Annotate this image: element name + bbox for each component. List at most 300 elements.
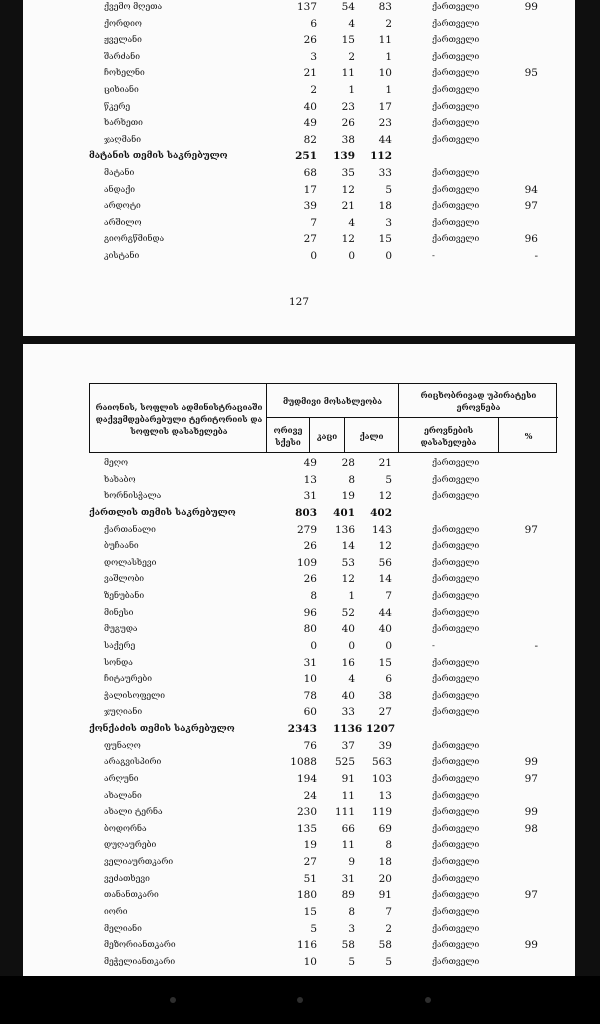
table-row	[23, 688, 575, 705]
row-female: 83	[378, 1, 392, 13]
row-ethnicity: ქართველი	[432, 840, 480, 851]
table-row	[23, 904, 575, 921]
row-name: ფუნაღო	[104, 740, 141, 751]
table-row	[23, 182, 575, 199]
row-male: 1136	[333, 723, 363, 736]
row-total: 24	[303, 789, 317, 802]
row-female: 18	[378, 200, 392, 213]
row-ethnicity: ქართველი	[432, 940, 480, 951]
row-total: 26	[303, 540, 317, 553]
table-row	[23, 887, 575, 904]
row-ethnicity: ქართველი	[432, 657, 480, 668]
row-male: 136	[334, 523, 355, 536]
row-male: 401	[333, 506, 355, 519]
row-name: ჩოხელნი	[104, 68, 145, 79]
row-total: 230	[296, 806, 317, 819]
row-male: 26	[341, 117, 355, 130]
table-row	[23, 522, 575, 539]
table-row	[23, 538, 575, 555]
row-total: 803	[295, 506, 317, 519]
table-row	[23, 638, 575, 655]
table-row	[23, 82, 575, 99]
row-ethnicity: ქართველი	[432, 807, 480, 818]
header-col-male: კაცი	[316, 430, 338, 441]
row-name: გიორგწმინდა	[104, 234, 165, 245]
row-ethnicity: ქართველი	[432, 541, 480, 552]
row-name: არღუნი	[104, 773, 139, 784]
row-total: 21	[303, 67, 317, 80]
row-total: 68	[303, 167, 317, 179]
header-col-population: მუდმივი მოსახლეობა	[282, 395, 383, 406]
row-male: 0	[348, 639, 355, 652]
table-row	[23, 115, 575, 132]
row-male: 9	[348, 856, 355, 869]
row-ethnicity: ქართველი	[432, 857, 480, 868]
row-name: ციხიანი	[104, 85, 139, 95]
row-name: ბოდორნა	[104, 823, 147, 834]
row-male: 4	[348, 216, 355, 229]
row-ethnicity: ქართველი	[432, 458, 480, 468]
table-row	[23, 771, 575, 788]
row-female: 39	[378, 739, 392, 752]
row-ethnicity: -	[432, 251, 435, 261]
row-male: 35	[341, 167, 355, 179]
table-row	[23, 621, 575, 638]
row-female: 7	[385, 590, 392, 603]
row-total: 194	[296, 772, 317, 785]
row-name: ქვემო მღეთა	[104, 2, 163, 12]
row-female: 402	[370, 506, 392, 519]
table-row	[23, 16, 575, 33]
row-male: 14	[341, 540, 355, 553]
row-name: ბუჩაანი	[104, 541, 139, 552]
row-ethnicity: ქართველი	[432, 773, 480, 784]
row-ethnicity: ქართველი	[432, 890, 480, 901]
row-total: 7	[310, 216, 317, 229]
row-female: 18	[378, 856, 392, 869]
row-total: 31	[303, 656, 317, 669]
row-female: 5	[385, 955, 392, 968]
table-row	[23, 132, 575, 149]
table-row	[23, 605, 575, 622]
row-total: 13	[303, 473, 317, 486]
row-ethnicity: ქართველი	[432, 624, 480, 635]
table-row	[23, 248, 575, 265]
row-ethnicity: ქართველი	[432, 907, 480, 917]
row-male: 23	[341, 100, 355, 113]
row-ethnicity: ქართველი	[432, 557, 480, 568]
row-ethnicity: ქართველი	[432, 757, 480, 768]
row-total: 2343	[287, 723, 317, 736]
table-row	[23, 804, 575, 821]
row-name: იორი	[104, 907, 128, 917]
row-female: 143	[371, 523, 392, 536]
table-row	[23, 821, 575, 838]
row-female: 112	[370, 150, 392, 163]
row-name: ხორნისჭალა	[104, 491, 162, 502]
row-female: 44	[378, 606, 392, 619]
row-female: 1	[385, 84, 392, 96]
row-female: 103	[371, 772, 392, 785]
row-male: 33	[341, 706, 355, 719]
row-female: 14	[378, 573, 392, 586]
table-row	[23, 215, 575, 232]
row-male: 4	[348, 17, 355, 30]
row-male: 3	[348, 922, 355, 935]
row-ethnicity: ქართველი	[432, 591, 480, 602]
row-female: 12	[378, 540, 392, 553]
nav-home-button[interactable]	[297, 997, 303, 1003]
row-name: ახალანი	[104, 790, 142, 801]
header-col-percent: %	[524, 430, 533, 441]
row-percent: 97	[524, 772, 538, 785]
row-percent: 94	[524, 183, 538, 196]
row-name: ხარხეთი	[104, 118, 143, 129]
row-total: 116	[296, 939, 317, 952]
row-male: 52	[341, 606, 355, 619]
row-total: 19	[303, 839, 317, 852]
row-total: 5	[310, 922, 317, 935]
row-female: 5	[385, 473, 392, 486]
row-male: 54	[341, 1, 355, 13]
row-total: 251	[295, 150, 317, 163]
row-male: 111	[334, 806, 355, 819]
row-total: 10	[303, 955, 317, 968]
row-name: მატანი	[104, 168, 135, 178]
row-name: თანანთკარი	[104, 890, 159, 901]
row-ethnicity: ქართველი	[432, 923, 480, 934]
row-total: 80	[303, 623, 317, 636]
row-female: 17	[378, 100, 392, 113]
document-page-top[interactable]	[23, 0, 575, 336]
row-female: 3	[385, 216, 392, 229]
row-female: 119	[371, 806, 392, 819]
row-ethnicity: ქართველი	[432, 234, 480, 245]
header-col-ethnic-name: ეროვნების დასახელება	[420, 424, 477, 447]
row-ethnicity: ქართველი	[432, 674, 480, 685]
table-row	[23, 198, 575, 215]
row-name: მუგუდა	[104, 624, 138, 635]
row-ethnicity: ქართველი	[432, 101, 480, 112]
row-total: 49	[303, 457, 317, 469]
table-row	[23, 455, 575, 472]
row-name: ხახაბო	[104, 474, 136, 485]
table-row	[23, 231, 575, 248]
row-total: 82	[303, 133, 317, 146]
row-ethnicity: ქართველი	[432, 474, 480, 485]
row-female: 10	[378, 67, 392, 80]
row-total: 0	[310, 639, 317, 652]
row-male: 40	[341, 623, 355, 636]
row-male: 31	[341, 872, 355, 885]
row-name: ქართანალი	[104, 524, 156, 535]
row-male: 11	[341, 789, 355, 802]
row-ethnicity: ქართველი	[432, 51, 480, 62]
row-name: ვეძათხევი	[104, 873, 150, 884]
table-row	[23, 49, 575, 66]
row-total: 2	[310, 84, 317, 96]
row-name: ქონქაძის თემის საკრებულო	[89, 724, 235, 735]
row-male: 4	[348, 673, 355, 686]
row-percent: 99	[524, 1, 538, 13]
row-total: 27	[303, 233, 317, 246]
row-total: 8	[310, 590, 317, 603]
row-name: წკერე	[104, 101, 131, 112]
table-row	[23, 837, 575, 854]
row-female: 40	[378, 623, 392, 636]
row-name: შარძანი	[104, 51, 140, 62]
nav-recents-button[interactable]	[425, 997, 431, 1003]
row-female: 20	[378, 872, 392, 885]
row-male: 53	[341, 556, 355, 569]
row-male: 1	[348, 84, 355, 96]
row-total: 109	[296, 556, 317, 569]
row-name: ზენუბანი	[104, 591, 145, 602]
row-name: ჟველანი	[104, 35, 142, 46]
row-male: 139	[333, 150, 355, 163]
row-male: 89	[341, 889, 355, 902]
row-male: 5	[348, 955, 355, 968]
row-name: მეზორიანთკარი	[104, 940, 176, 951]
header-col-ethnic: რიცხობრივად უპირატესი ეროვნება	[420, 389, 537, 412]
row-total: 96	[303, 606, 317, 619]
table-row	[23, 0, 575, 16]
row-name: კისტანი	[104, 251, 140, 261]
row-name: არდოტი	[104, 201, 141, 212]
row-male: 91	[341, 772, 355, 785]
row-ethnicity: ქართველი	[432, 873, 480, 884]
document-page-bottom[interactable]	[23, 344, 575, 976]
row-female: 0	[385, 639, 392, 652]
table-row	[23, 738, 575, 755]
row-female: 1207	[366, 723, 396, 736]
row-name: ჯაღმანი	[104, 134, 142, 145]
row-ethnicity: ქართველი	[432, 790, 480, 801]
row-total: 135	[296, 822, 317, 835]
row-name: ჭალისოფელი	[104, 690, 165, 701]
row-female: 1	[385, 50, 392, 63]
row-percent: 97	[524, 523, 538, 536]
row-percent: 95	[524, 67, 538, 80]
row-female: 13	[378, 789, 392, 802]
row-percent: 96	[524, 233, 538, 246]
row-total: 51	[303, 872, 317, 885]
row-male: 11	[341, 67, 355, 80]
row-female: 5	[385, 183, 392, 196]
row-ethnicity: ქართველი	[432, 524, 480, 535]
row-name: არაგვისპირი	[104, 757, 162, 768]
subtotal-row	[23, 505, 575, 522]
row-ethnicity: ქართველი	[432, 134, 480, 145]
row-total: 40	[303, 100, 317, 113]
row-total: 6	[310, 17, 317, 30]
row-percent: 97	[524, 200, 538, 213]
row-total: 15	[303, 906, 317, 918]
row-total: 76	[303, 739, 317, 752]
row-ethnicity: ქართველი	[432, 18, 480, 29]
row-ethnicity: ქართველი	[432, 574, 480, 585]
table-row	[23, 571, 575, 588]
row-name: დუღაურები	[104, 840, 157, 851]
row-name: ქართლის თემის საკრებულო	[89, 507, 236, 518]
row-male: 2	[348, 50, 355, 63]
row-percent: -	[534, 250, 538, 262]
table-row	[23, 32, 575, 49]
row-name: მატანის თემის საკრებულო	[89, 151, 228, 162]
row-female: 23	[378, 117, 392, 130]
row-ethnicity: ქართველი	[432, 35, 480, 46]
row-total: 137	[296, 1, 317, 13]
row-male: 12	[341, 233, 355, 246]
table-row	[23, 704, 575, 721]
row-total: 26	[303, 34, 317, 47]
row-male: 8	[348, 473, 355, 486]
row-ethnicity: ქართველი	[432, 85, 480, 95]
row-total: 27	[303, 856, 317, 869]
table-row	[23, 754, 575, 771]
nav-back-button[interactable]	[170, 997, 176, 1003]
row-ethnicity: ქართველი	[432, 217, 480, 228]
row-ethnicity: ქართველი	[432, 740, 480, 751]
row-name: ვაშლობი	[104, 574, 145, 585]
row-male: 8	[348, 906, 355, 918]
table-row	[23, 921, 575, 938]
row-female: 0	[385, 250, 392, 262]
row-male: 28	[341, 457, 355, 469]
row-female: 56	[378, 556, 392, 569]
row-total: 17	[303, 183, 317, 196]
row-male: 19	[341, 490, 355, 503]
table-row	[23, 937, 575, 954]
row-percent: 98	[524, 822, 538, 835]
row-male: 11	[341, 839, 355, 852]
row-male: 21	[341, 200, 355, 213]
header-col-female: ქალი	[359, 430, 384, 441]
row-female: 44	[378, 133, 392, 146]
row-ethnicity: ქართველი	[432, 68, 480, 79]
row-name: ჯუღიანი	[104, 707, 143, 718]
header-col-total: ორივე სქესი	[273, 424, 303, 447]
subtotal-row	[23, 721, 575, 738]
row-female: 12	[378, 490, 392, 503]
table-header	[89, 383, 557, 453]
row-ethnicity: ქართველი	[432, 168, 480, 178]
table-row	[23, 99, 575, 116]
table-row	[23, 588, 575, 605]
row-female: 33	[378, 167, 392, 179]
row-percent: 97	[524, 889, 538, 902]
row-total: 39	[303, 200, 317, 213]
row-name: ჩიტაურები	[104, 674, 153, 685]
row-name: ველიაურთკარი	[104, 857, 174, 868]
row-male: 12	[341, 183, 355, 196]
table-row	[23, 655, 575, 672]
row-name: ანდაქი	[104, 184, 135, 195]
row-name: ახალი ტერნა	[104, 807, 163, 818]
row-name: დოლასხევი	[104, 557, 157, 568]
row-total: 49	[303, 117, 317, 130]
page-number: 127	[288, 296, 310, 308]
row-female: 2	[385, 17, 392, 30]
row-total: 0	[310, 250, 317, 262]
row-ethnicity: ქართველი	[432, 491, 480, 502]
row-ethnicity: -	[432, 640, 435, 651]
row-percent: 99	[524, 939, 538, 952]
row-female: 6	[385, 673, 392, 686]
row-ethnicity: ქართველი	[432, 690, 480, 701]
row-ethnicity: ქართველი	[432, 823, 480, 834]
row-male: 37	[341, 739, 355, 752]
row-female: 69	[378, 822, 392, 835]
row-ethnicity: ქართველი	[432, 118, 480, 129]
row-name: მეჭელიანთკარი	[104, 956, 176, 967]
table-row	[23, 555, 575, 572]
row-total: 78	[303, 689, 317, 702]
row-female: 15	[378, 233, 392, 246]
row-name: მინესი	[104, 607, 134, 618]
row-male: 40	[341, 689, 355, 702]
row-percent: 99	[524, 806, 538, 819]
row-total: 26	[303, 573, 317, 586]
row-male: 0	[348, 250, 355, 262]
row-male: 1	[348, 590, 355, 603]
table-row	[23, 472, 575, 489]
row-total: 3	[310, 50, 317, 63]
row-female: 91	[378, 889, 392, 902]
row-total: 60	[303, 706, 317, 719]
row-female: 8	[385, 839, 392, 852]
row-total: 1088	[290, 756, 317, 769]
row-female: 2	[385, 922, 392, 935]
row-female: 563	[371, 756, 392, 769]
row-male: 16	[341, 656, 355, 669]
row-female: 58	[378, 939, 392, 952]
row-female: 15	[378, 656, 392, 669]
row-name: საქერე	[104, 640, 136, 651]
table-row	[23, 788, 575, 805]
row-male: 38	[341, 133, 355, 146]
row-ethnicity: ქართველი	[432, 184, 480, 195]
row-ethnicity: ქართველი	[432, 707, 480, 718]
row-name: სონდა	[104, 657, 133, 668]
row-percent: -	[534, 639, 538, 652]
row-male: 525	[334, 756, 355, 769]
row-female: 11	[378, 34, 392, 47]
row-name: არშილო	[104, 217, 142, 228]
row-total: 31	[303, 490, 317, 503]
row-total: 180	[296, 889, 317, 902]
row-total: 279	[296, 523, 317, 536]
row-total: 10	[303, 673, 317, 686]
row-ethnicity: ქართველი	[432, 2, 480, 12]
subtotal-row	[23, 148, 575, 165]
row-male: 12	[341, 573, 355, 586]
table-row	[23, 954, 575, 971]
row-ethnicity: ქართველი	[432, 956, 480, 967]
row-female: 7	[385, 906, 392, 918]
table-row	[23, 871, 575, 888]
table-row	[23, 488, 575, 505]
row-female: 27	[378, 706, 392, 719]
row-female: 38	[378, 689, 392, 702]
table-row	[23, 671, 575, 688]
table-row	[23, 165, 575, 182]
row-male: 58	[341, 939, 355, 952]
row-female: 21	[378, 457, 392, 469]
row-name: ქორდიო	[104, 18, 142, 29]
header-col-location: რაიონის, სოფლის ადმინისტრაციაში დაქვემდებარებული ტერიტორიის და სოფლის დასახელება	[95, 402, 263, 436]
row-name: მეღო	[104, 458, 129, 468]
